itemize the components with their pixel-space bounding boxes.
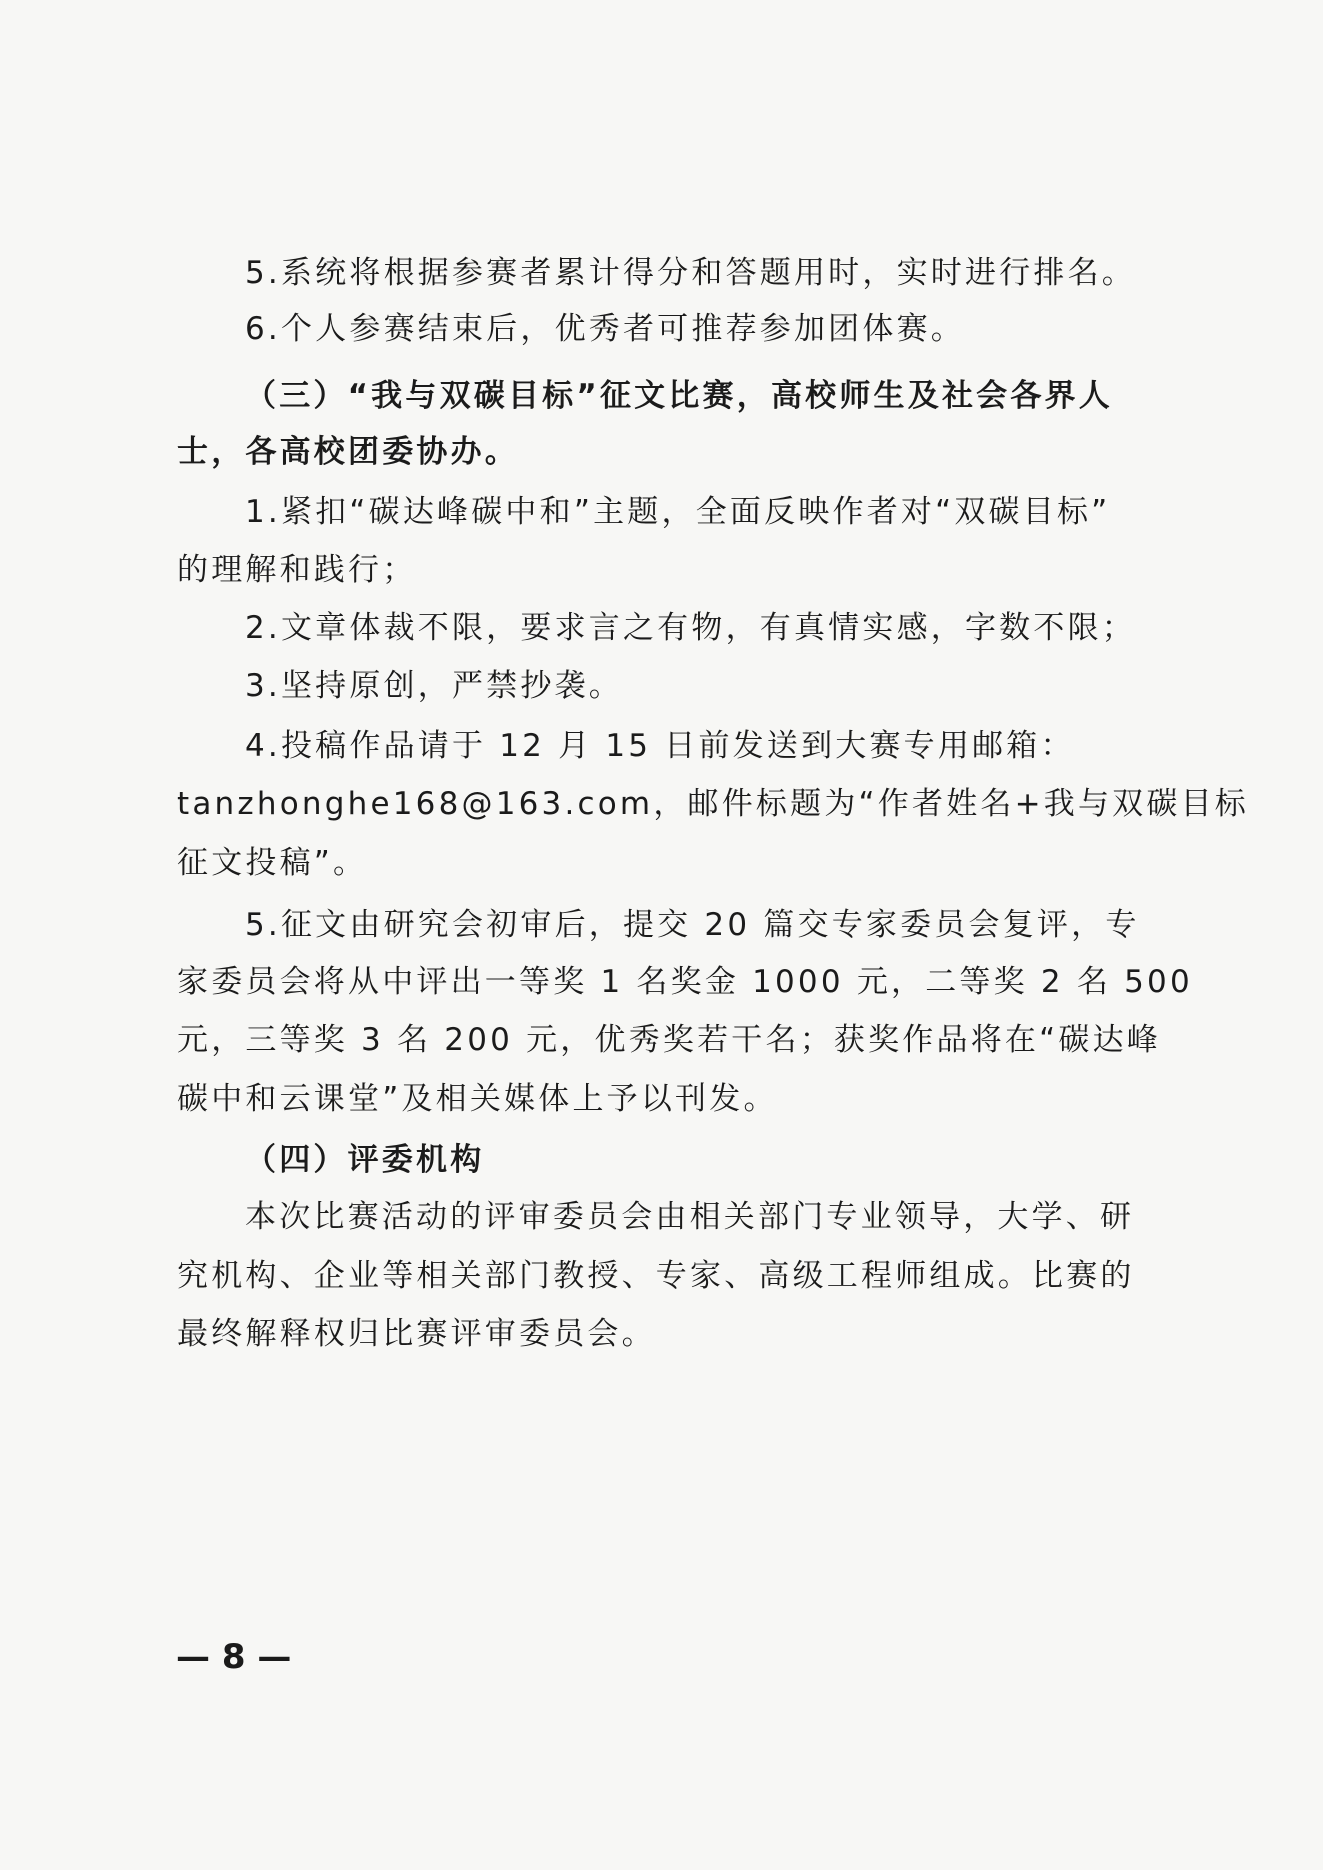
paragraph-line: 最终解释权归比赛评审委员会。 — [177, 1316, 656, 1352]
paragraph-line: 2.文章体裁不限，要求言之有物，有真情实感，字数不限； — [245, 610, 1136, 646]
paragraph-line: 元，三等奖 3 名 200 元，优秀奖若干名；获奖作品将在“碳达峰 — [177, 1022, 1161, 1058]
section-heading-line: （四）评委机构 — [245, 1142, 485, 1178]
paragraph-line: 5.征文由研究会初审后，提交 20 篇交专家委员会复评，专 — [245, 907, 1140, 943]
paragraph-line: 碳中和云课堂”及相关媒体上予以刊发。 — [177, 1081, 778, 1117]
paragraph-line: 究机构、企业等相关部门教授、专家、高级工程师组成。比赛的 — [177, 1258, 1135, 1294]
paragraph-line: 6.个人参赛结束后，优秀者可推荐参加团体赛。 — [245, 311, 965, 347]
page-number: — 8 — — [176, 1637, 292, 1677]
paragraph-line: 4.投稿作品请于 12 月 15 日前发送到大赛专用邮箱： — [245, 728, 1075, 764]
paragraph-line: 1.紧扣“碳达峰碳中和”主题，全面反映作者对“双碳目标” — [245, 494, 1111, 530]
paragraph-line: 5.系统将根据参赛者累计得分和答题用时，实时进行排名。 — [245, 255, 1136, 291]
paragraph-line: 本次比赛活动的评审委员会由相关部门专业领导，大学、研 — [245, 1199, 1135, 1235]
paragraph-line: 征文投稿”。 — [177, 845, 368, 881]
paragraph-line: 3.坚持原创，严禁抄袭。 — [245, 668, 623, 704]
section-heading-line: 士，各高校团委协办。 — [177, 434, 519, 470]
paragraph-line: 家委员会将从中评出一等奖 1 名奖金 1000 元，二等奖 2 名 500 — [177, 964, 1193, 1000]
paragraph-line: 的理解和践行； — [177, 552, 417, 588]
paragraph-line: tanzhonghe168@163.com，邮件标题为“作者姓名+我与双碳目标 — [177, 786, 1249, 822]
section-heading-line: （三）“我与双碳目标”征文比赛，高校师生及社会各界人 — [245, 378, 1113, 414]
